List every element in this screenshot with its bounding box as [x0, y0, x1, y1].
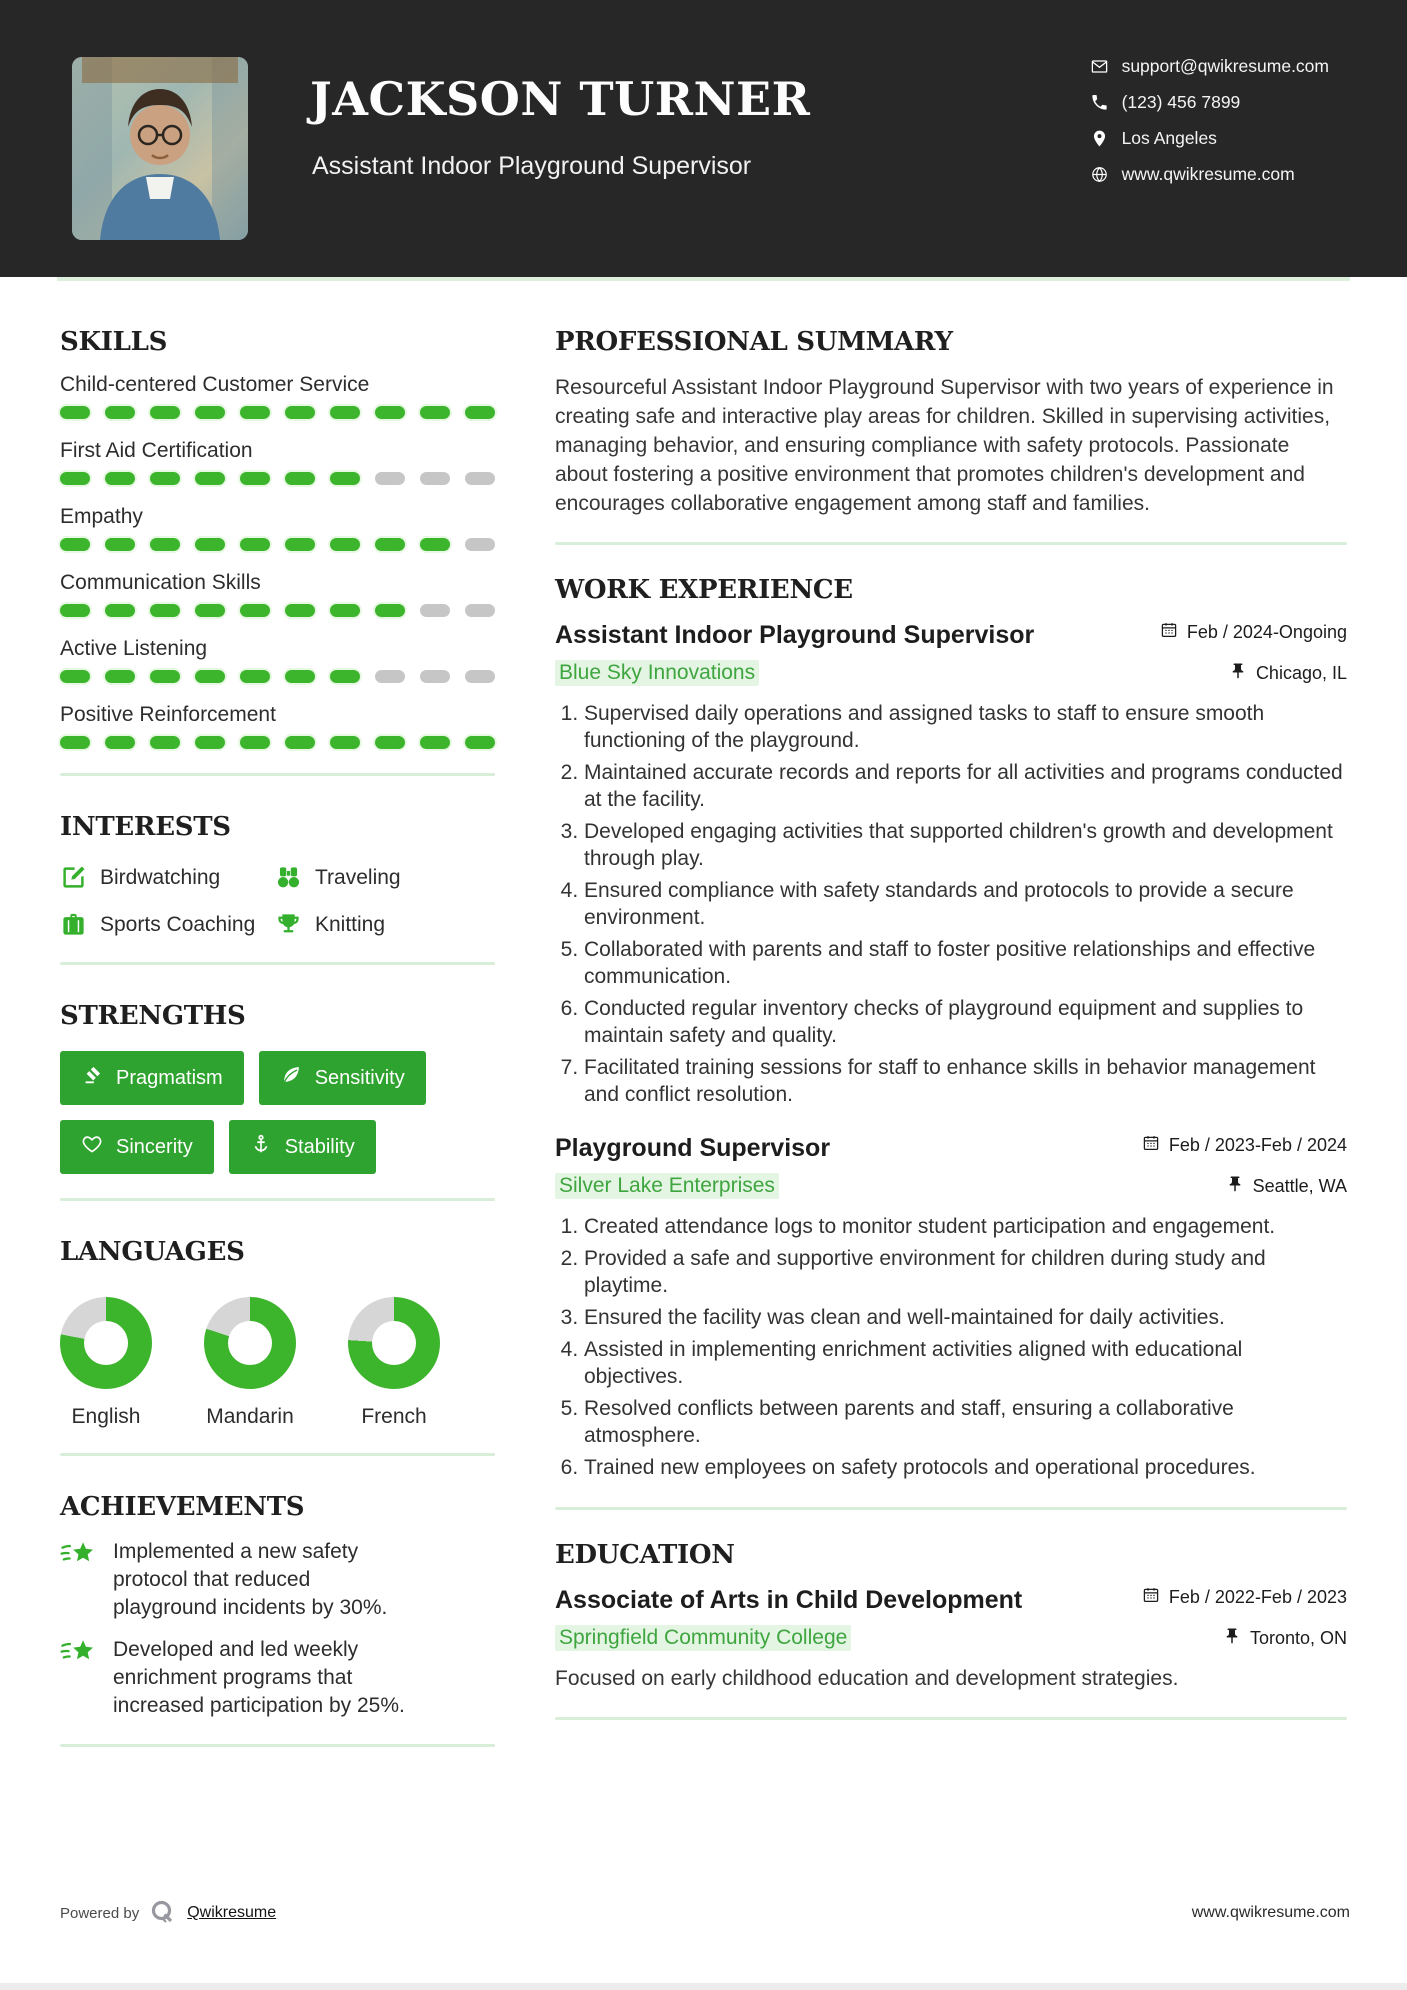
contact-phone-text: (123) 456 7899	[1121, 92, 1241, 112]
language-label: Mandarin	[206, 1405, 294, 1428]
footer-website[interactable]: www.qwikresume.com	[1191, 1904, 1350, 1921]
skill-bar-segment	[420, 472, 450, 485]
job-location-text: Seattle, WA	[1252, 1175, 1347, 1196]
contact-website[interactable]	[1090, 164, 1329, 185]
binoculars-icon	[275, 864, 302, 891]
skill-bar-segment	[375, 670, 405, 683]
skill-label: Child-centered Customer Service	[60, 373, 370, 396]
job-dates	[1160, 621, 1347, 644]
skill-bar-segment	[465, 406, 495, 419]
strengths-heading: STRENGTHS	[60, 1001, 246, 1031]
skill-bar-segment	[240, 604, 270, 617]
skill-bar-segment	[420, 670, 450, 683]
language-item	[348, 1297, 440, 1429]
job-bullet: 6. Conducted regular inventory checks of playground equipment and supplies to maintain safety and quality.	[584, 995, 1347, 1049]
skill-bar-segment	[285, 406, 315, 419]
job-bullet: 2. Provided a safe and supportive environment for children during study and playtime.	[584, 1245, 1347, 1299]
experience-heading: WORK EXPERIENCE	[555, 575, 853, 605]
skill-bar-segment	[195, 604, 225, 617]
languages-section	[60, 1237, 495, 1429]
skill-bar-segment	[105, 736, 135, 749]
header	[0, 0, 1407, 277]
skill-bar-segment	[465, 670, 495, 683]
language-donut-chart	[60, 1297, 152, 1389]
languages-list	[60, 1297, 495, 1429]
contact-phone[interactable]	[1090, 92, 1329, 113]
job-date-text: Feb / 2024-Ongoing	[1186, 622, 1347, 642]
strength-tag-sensitivity	[259, 1051, 426, 1105]
pushpin-icon	[1229, 662, 1247, 685]
skill-bar	[60, 736, 495, 749]
languages-heading: LANGUAGES	[60, 1237, 245, 1267]
person-title: Assistant Indoor Playground Supervisor	[312, 152, 752, 180]
briefcase-icon	[60, 911, 87, 938]
skill-label: Positive Reinforcement	[60, 703, 276, 726]
skills-section	[60, 327, 495, 749]
section-divider	[60, 962, 495, 965]
achievements-section	[60, 1492, 495, 1720]
skill-bar-segment	[330, 670, 360, 683]
skill-bar-segment	[330, 472, 360, 485]
interest-item	[275, 864, 495, 891]
calendar-icon	[1142, 1134, 1160, 1157]
skill-bar-segment	[330, 604, 360, 617]
skill-bar-segment	[150, 604, 180, 617]
skill-bar-segment	[195, 670, 225, 683]
skill-bar-segment	[195, 736, 225, 749]
profile-photo-illustration	[72, 57, 248, 240]
skill-bar-segment	[240, 538, 270, 551]
skill-bar-segment	[375, 736, 405, 749]
skill-bar-segment	[150, 538, 180, 551]
interests-heading: INTERESTS	[60, 812, 231, 842]
job-bullet: 5. Resolved conflicts between parents and staff, ensuring a collaborative atmosphere.	[584, 1395, 1347, 1449]
section-divider	[555, 542, 1347, 545]
section-divider	[555, 1507, 1347, 1510]
section-divider	[555, 1717, 1347, 1720]
job-bullet: 1. Created attendance logs to monitor student participation and engagement.	[584, 1213, 1347, 1240]
strength-label: Stability	[284, 1135, 355, 1158]
job-bullet: 3. Developed engaging activities that supported children's growth and development through play.	[584, 818, 1347, 872]
degree-title: Associate of Arts in Child Development	[555, 1586, 1023, 1614]
skill-bar-segment	[105, 604, 135, 617]
company-name: Silver Lake Enterprises	[555, 1173, 779, 1199]
job-entry	[555, 621, 1347, 1108]
section-divider	[60, 1453, 495, 1456]
achievement-text: Developed and led weekly enrichment programs that increased participation by 25%.	[113, 1638, 405, 1717]
skill-bar-segment	[375, 406, 405, 419]
skill-bar-segment	[420, 604, 450, 617]
summary-heading: PROFESSIONAL SUMMARY	[555, 327, 953, 357]
language-label: French	[361, 1405, 427, 1428]
pushpin-icon	[1226, 1175, 1244, 1198]
job-location	[1229, 662, 1347, 685]
job-title: Playground Supervisor	[555, 1134, 831, 1162]
skill-bar	[60, 604, 495, 617]
skill-row	[60, 637, 495, 683]
achievements-heading: ACHIEVEMENTS	[60, 1492, 305, 1522]
language-donut-chart	[204, 1297, 296, 1389]
skill-bar-segment	[330, 736, 360, 749]
summary-text: Resourceful Assistant Indoor Playground Supervisor with two years of experience in creating safe and interactive play areas for children. Skilled in supervising activities, managing behavior, and ensuring compliance with safety protocols. Passionate about fostering a positive environment that promotes children's development and encourages collaborative engagement among staff and families.	[555, 376, 1334, 515]
education-dates	[1142, 1586, 1347, 1609]
qwikresume-link[interactable]: Qwikresume	[187, 1904, 277, 1921]
job-date-text: Feb / 2023-Feb / 2024	[1168, 1135, 1347, 1155]
skill-bar-segment	[240, 406, 270, 419]
contact-location	[1090, 128, 1329, 149]
skill-bar-segment	[195, 406, 225, 419]
strength-tag-pragmatism	[60, 1051, 244, 1105]
skill-bar	[60, 472, 495, 485]
skill-bar-segment	[465, 736, 495, 749]
skill-bar-segment	[285, 538, 315, 551]
pushpin-icon	[1223, 1627, 1241, 1650]
skill-bar-segment	[60, 406, 90, 419]
skill-bar-segment	[60, 472, 90, 485]
skill-row	[60, 571, 495, 617]
skill-bar-segment	[420, 538, 450, 551]
profile-photo	[72, 57, 248, 240]
skill-label: Communication Skills	[60, 571, 261, 594]
education-date-text: Feb / 2022-Feb / 2023	[1168, 1587, 1347, 1607]
contact-email[interactable]	[1090, 56, 1329, 77]
job-dates	[1142, 1134, 1347, 1157]
skill-bar	[60, 670, 495, 683]
calendar-icon	[1142, 1586, 1160, 1609]
job-location	[1226, 1175, 1347, 1198]
skill-bar-segment	[105, 670, 135, 683]
phone-icon	[1090, 93, 1109, 112]
gavel-icon	[81, 1064, 103, 1092]
job-bullet: 3. Ensured the facility was clean and well-maintained for daily activities.	[584, 1304, 1347, 1331]
summary-section	[555, 327, 1347, 518]
skill-bar-segment	[465, 472, 495, 485]
footer	[60, 1898, 1350, 1928]
skill-row	[60, 505, 495, 551]
education-heading: EDUCATION	[555, 1540, 735, 1570]
contact-email-text: support@qwikresume.com	[1121, 56, 1329, 76]
job-bullet: 4. Ensured compliance with safety standards and protocols to provide a secure environment.	[584, 877, 1347, 931]
skill-bar-segment	[240, 670, 270, 683]
job-bullet: 2. Maintained accurate records and reports for all activities and programs conducted at the facility.	[584, 759, 1347, 813]
calendar-icon	[1160, 621, 1178, 644]
skill-bar-segment	[105, 538, 135, 551]
strength-tag-sincerity	[60, 1120, 214, 1174]
experience-section	[555, 575, 1347, 1481]
skill-label: Empathy	[60, 505, 143, 528]
skill-bar-segment	[150, 406, 180, 419]
powered-by-label: Powered by	[60, 1904, 140, 1922]
interests-grid	[60, 864, 495, 938]
heart-icon	[81, 1133, 103, 1161]
language-label: English	[71, 1405, 141, 1428]
language-item	[60, 1297, 152, 1429]
job-bullet: 6. Trained new employees on safety protocols and operational procedures.	[584, 1454, 1347, 1481]
skills-heading: SKILLS	[60, 327, 168, 357]
job-bullet: 7. Facilitated training sessions for staff to enhance skills in behavior management and conflict resolution.	[584, 1054, 1347, 1108]
content	[0, 281, 1407, 1783]
skill-bar-segment	[285, 472, 315, 485]
skill-bar-segment	[60, 670, 90, 683]
strength-tag-stability	[229, 1120, 376, 1174]
skill-bar-segment	[375, 604, 405, 617]
section-divider	[60, 1744, 495, 1747]
achievement-item	[60, 1538, 495, 1622]
leaf-icon	[280, 1064, 302, 1092]
language-item	[204, 1297, 296, 1429]
contact-location-text: Los Angeles	[1121, 128, 1217, 148]
skill-row	[60, 439, 495, 485]
skill-bar-segment	[240, 472, 270, 485]
job-entry	[555, 1134, 1347, 1481]
skill-bar-segment	[60, 736, 90, 749]
job-bullet: 5. Collaborated with parents and staff to foster positive relationships and effective communication.	[584, 936, 1347, 990]
strength-label: Pragmatism	[116, 1066, 223, 1089]
contact-block	[1090, 56, 1329, 200]
strength-label: Sensitivity	[314, 1066, 405, 1089]
job-bullet: 1. Supervised daily operations and assigned tasks to staff to ensure smooth functioning of the playground.	[584, 700, 1347, 754]
job-bullet-list	[584, 700, 1347, 1108]
edit-icon	[60, 864, 87, 891]
strength-label: Sincerity	[116, 1135, 193, 1158]
person-name: JACKSON TURNER	[310, 72, 811, 126]
interest-item	[60, 864, 275, 891]
anchor-icon	[250, 1133, 272, 1161]
skill-bar-segment	[285, 604, 315, 617]
email-icon	[1090, 57, 1109, 76]
shooting-star-icon	[60, 1636, 98, 1670]
skill-bar-segment	[330, 538, 360, 551]
skill-bar-segment	[465, 538, 495, 551]
interest-label: Traveling	[315, 865, 401, 889]
company-name: Blue Sky Innovations	[555, 660, 759, 686]
right-column	[555, 327, 1347, 1783]
interests-section	[60, 812, 495, 938]
skill-row	[60, 703, 495, 749]
achievement-text: Implemented a new safety protocol that reduced playground incidents by 30%.	[113, 1540, 388, 1619]
contact-website-text: www.qwikresume.com	[1121, 164, 1295, 184]
skill-bar-segment	[60, 538, 90, 551]
skill-bar-segment	[285, 736, 315, 749]
skill-label: First Aid Certification	[60, 439, 253, 462]
skill-bar-segment	[330, 406, 360, 419]
section-divider	[60, 1198, 495, 1201]
strengths-section	[60, 1001, 495, 1174]
job-bullet-list	[584, 1213, 1347, 1481]
skill-label: Active Listening	[60, 637, 208, 660]
skill-bar-segment	[60, 604, 90, 617]
language-donut-chart	[348, 1297, 440, 1389]
education-location-text: Toronto, ON	[1249, 1627, 1347, 1648]
school-name: Springfield Community College	[555, 1625, 851, 1651]
skill-bar-segment	[420, 406, 450, 419]
interest-label: Birdwatching	[100, 865, 221, 889]
left-column	[60, 327, 495, 1783]
education-section	[555, 1540, 1347, 1693]
skill-row	[60, 373, 495, 419]
skill-bar-segment	[195, 472, 225, 485]
section-divider	[60, 773, 495, 776]
skill-bar-segment	[105, 406, 135, 419]
skill-bar-segment	[150, 670, 180, 683]
job-location-text: Chicago, IL	[1255, 662, 1347, 683]
skill-bar-segment	[150, 472, 180, 485]
interest-item	[275, 911, 495, 938]
skill-bar	[60, 406, 495, 419]
skill-bar-segment	[150, 736, 180, 749]
interest-label: Knitting	[315, 912, 386, 936]
interest-label: Sports Coaching	[100, 912, 256, 936]
skill-bar-segment	[285, 670, 315, 683]
skill-bar-segment	[195, 538, 225, 551]
job-bullet: 4. Assisted in implementing enrichment activities aligned with educational objectives.	[584, 1336, 1347, 1390]
job-title: Assistant Indoor Playground Supervisor	[555, 621, 1035, 649]
skill-bar-segment	[240, 736, 270, 749]
skill-bar-segment	[420, 736, 450, 749]
education-location	[1223, 1627, 1347, 1650]
achievement-item	[60, 1636, 495, 1720]
skill-bar-segment	[465, 604, 495, 617]
skill-bar-segment	[375, 538, 405, 551]
strengths-tags	[60, 1051, 495, 1174]
skill-bar	[60, 538, 495, 551]
interest-item	[60, 911, 275, 938]
qwikresume-logo-icon	[148, 1898, 178, 1928]
shooting-star-icon	[60, 1538, 98, 1572]
globe-icon	[1090, 165, 1109, 184]
skill-bar-segment	[375, 472, 405, 485]
bottom-strip	[0, 1983, 1407, 1990]
education-description: Focused on early childhood education and development strategies.	[555, 1667, 1179, 1690]
location-pin-icon	[1090, 129, 1109, 148]
trophy-icon	[275, 911, 302, 938]
skill-bar-segment	[105, 472, 135, 485]
